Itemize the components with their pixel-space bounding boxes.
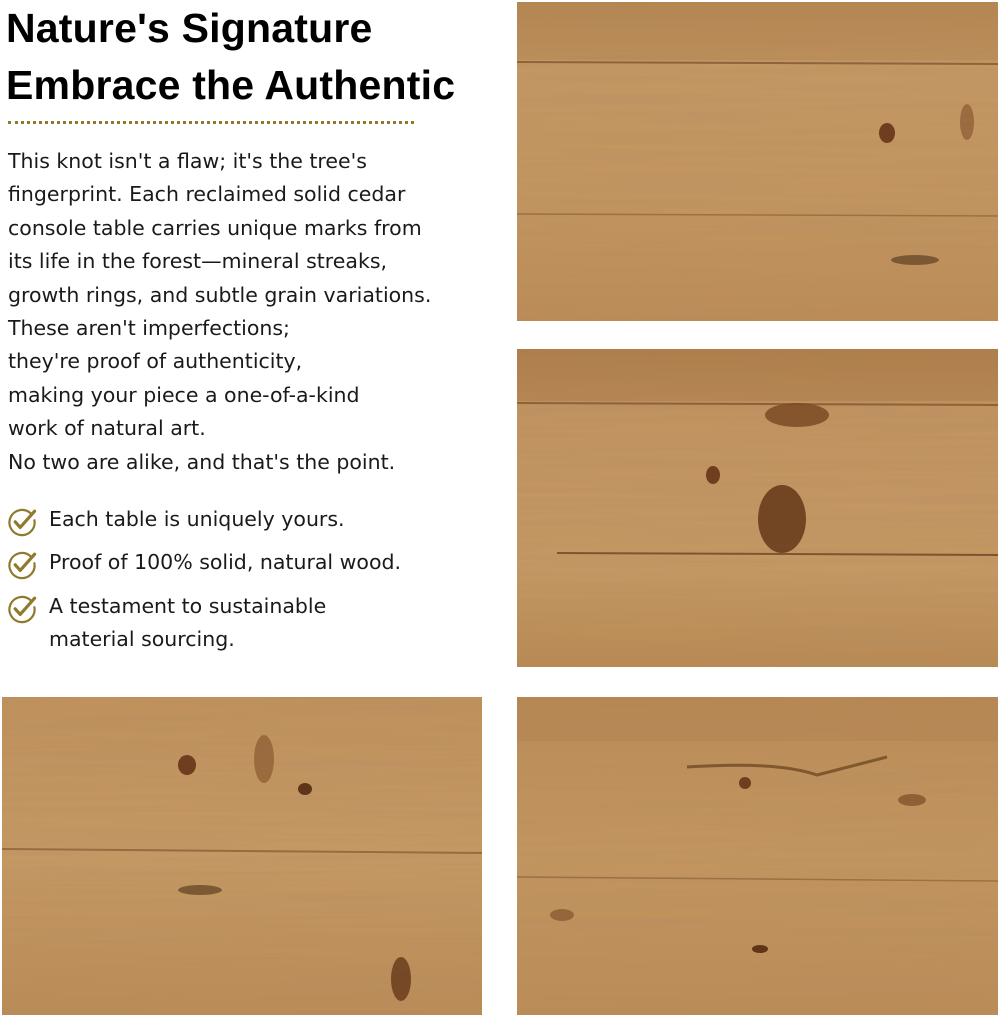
- checkmark-circle-icon: [6, 549, 38, 581]
- wood-texture-image: [517, 697, 998, 1015]
- wood-texture-image: [2, 697, 482, 1015]
- description-line: No two are alike, and that's the point.: [8, 449, 396, 474]
- checklist-text-line: Each table is uniquely yours.: [49, 507, 345, 531]
- checklist-text-line: A testament to sustainable: [49, 594, 327, 618]
- checkmark-circle-icon: [6, 593, 38, 625]
- wood-texture-image: [517, 349, 998, 667]
- checklist-item: [6, 546, 401, 581]
- checklist-text: [49, 503, 345, 536]
- description-line: This knot isn't a flaw; it's the tree's: [8, 149, 367, 173]
- dotted-divider: [8, 121, 414, 124]
- title-line-1: Nature's Signature: [6, 5, 373, 51]
- description-line: These aren't imperfections;: [8, 316, 290, 341]
- description-line: console table carries unique marks from: [8, 215, 422, 240]
- page-title: [6, 0, 511, 114]
- description-line: making your piece a one-of-a-kind: [8, 382, 360, 407]
- checklist-text-line: material sourcing.: [49, 627, 235, 651]
- checklist-text-line: Proof of 100% solid, natural wood.: [49, 550, 402, 574]
- wood-photo-top-right: [517, 2, 998, 321]
- checklist-text: [49, 590, 326, 656]
- description-line: they're proof of authenticity,: [8, 349, 303, 374]
- description-line: fingerprint. Each reclaimed solid cedar: [8, 182, 406, 207]
- wood-photo-bottom-left: [2, 697, 482, 1015]
- description-line: its life in the forest—mineral streaks,: [8, 249, 388, 274]
- checklist-text: [49, 546, 401, 579]
- title-line-2: Embrace the Authentic: [6, 62, 456, 108]
- description-paragraph: [8, 145, 508, 479]
- checkmark-circle-icon: [6, 506, 38, 538]
- checklist-item: [6, 503, 345, 538]
- wood-texture-image: [517, 2, 998, 321]
- wood-photo-middle-right: [517, 349, 998, 667]
- wood-photo-bottom-right: [517, 697, 998, 1015]
- description-line: growth rings, and subtle grain variations.: [8, 282, 432, 307]
- checklist-item: [6, 590, 326, 656]
- description-line: work of natural art.: [8, 416, 206, 441]
